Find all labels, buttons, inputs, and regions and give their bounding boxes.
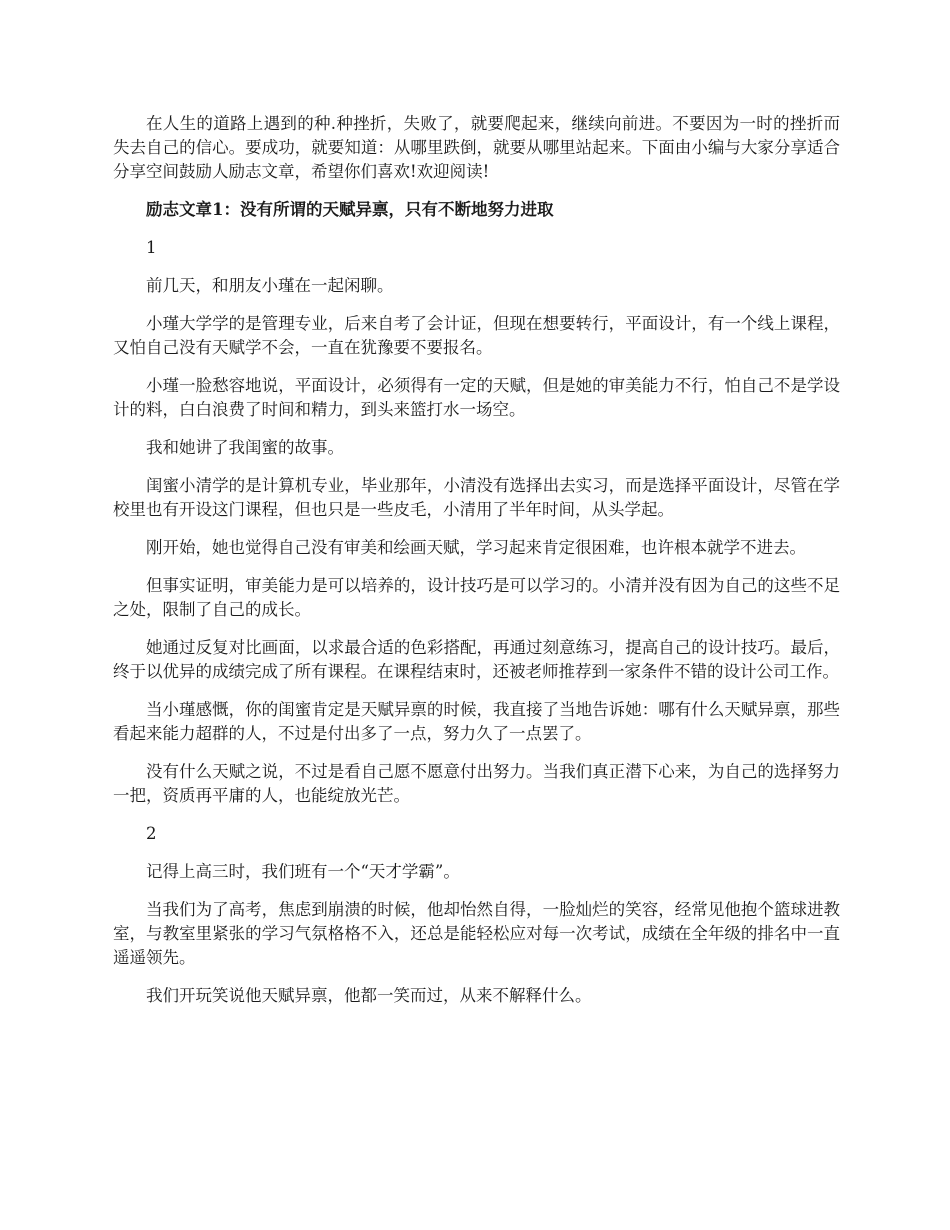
body-paragraph: 闺蜜小清学的是计算机专业，毕业那年，小清没有选择出去实习，而是选择平面设计，尽管在学校里也有开设这门课程，但也只是一些皮毛，小清用了半年时间，从头学起。 — [113, 476, 840, 519]
body-paragraph: 我和她讲了我闺蜜的故事。 — [146, 438, 344, 457]
body-paragraph: 小瑾一脸愁容地说，平面设计，必须得有一定的天赋，但是她的审美能力不行，怕自己不是学设计的料，白白浪费了时间和精力，到头来篮打水一场空。 — [113, 376, 840, 419]
body-paragraph: 没有什么天赋之说，不过是看自己愿不愿意付出努力。当我们真正潜下心来，为自己的选择努力一把，资质再平庸的人，也能绽放光芒。 — [113, 762, 840, 805]
body-paragraph: 前几天，和朋友小瑾在一起闲聊。 — [146, 276, 394, 295]
body-paragraph: 她通过反复对比画面，以求最合适的色彩搭配，再通过刻意练习，提高自己的设计技巧。最后，终于以优异的成绩完成了所有课程。在课程结束时，还被老师推荐到一家条件不错的设计公司工作。 — [113, 638, 840, 681]
body-paragraph: 刚开始，她也觉得自己没有审美和绘画天赋，学习起来肯定很困难，也许根本就学不进去。 — [146, 538, 806, 557]
body-paragraph: 当我们为了高考，焦虑到崩溃的时候，他却怡然自得，一脸灿烂的笑容，经常见他抱个篮球进教室，与教室里紧张的学习气氛格格不入，还总是能轻松应对每一次考试，成绩在全年级的排名中一直遥遥领先。 — [113, 900, 840, 967]
body-paragraph: 当小瑾感慨，你的闺蜜肯定是天赋异禀的时候，我直接了当地告诉她：哪有什么天赋异禀，那些看起来能力超群的人，不过是付出多了一点，努力久了一点罢了。 — [113, 700, 840, 743]
body-paragraph: 小瑾大学学的是管理专业，后来自考了会计证，但现在想要转行，平面设计，有一个线上课程，又怕自己没有天赋学不会，一直在犹豫要不要报名。 — [113, 314, 840, 357]
intro-paragraph: 在人生的道路上遇到的种.种挫折，失败了，就要爬起来，继续向前进。不要因为一时的挫折而失去自己的信心。要成功，就要知道：从哪里跌倒，就要从哪里站起来。下面由小编与大家分享适合分享空间鼓励人励志文章，希望你们喜欢!欢迎阅读! — [113, 114, 840, 181]
section-number-1: 1 — [146, 238, 157, 257]
body-paragraph: 我们开玩笑说他天赋异禀，他都一笑而过，从来不解释什么。 — [146, 986, 592, 1005]
article-heading: 励志文章1：没有所谓的天赋异禀，只有不断地努力进取 — [146, 200, 554, 219]
section-number-2: 2 — [146, 824, 157, 843]
body-paragraph: 记得上高三时，我们班有一个“天才学霸”。 — [146, 862, 460, 881]
body-paragraph: 但事实证明，审美能力是可以培养的，设计技巧是可以学习的。小清并没有因为自己的这些不足之处，限制了自己的成长。 — [113, 576, 840, 619]
